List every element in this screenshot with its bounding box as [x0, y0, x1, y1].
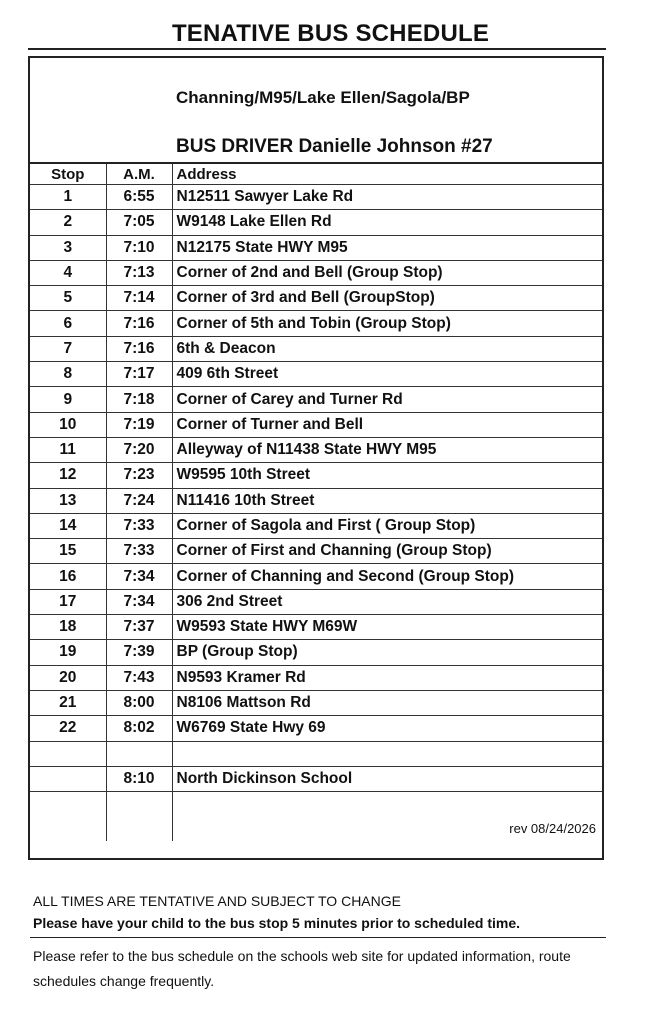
arrival-instruction: Please have your child to the bus stop 5 minutes prior to scheduled time.: [33, 915, 520, 931]
address-cell: [172, 792, 602, 817]
table-row: [30, 437, 602, 462]
driver-name: BUS DRIVER Danielle Johnson #27: [176, 136, 493, 157]
address-cell: N9593 Kramer Rd: [172, 665, 602, 690]
address-cell: Corner of 3rd and Bell (GroupStop): [172, 286, 602, 311]
stop-number-cell: 14: [30, 513, 106, 538]
table-row: [30, 716, 602, 741]
revision-date: rev 08/24/2026: [509, 821, 596, 837]
table-row: [30, 185, 602, 210]
pickup-time-cell: 7:05: [106, 210, 172, 235]
address-cell: 306 2nd Street: [172, 589, 602, 614]
pickup-time-cell: 6:55: [106, 185, 172, 210]
stop-number-cell: 3: [30, 235, 106, 260]
revision-blank-cell: [30, 816, 106, 840]
address-cell: N12175 State HWY M95: [172, 235, 602, 260]
address-cell: 6th & Deacon: [172, 336, 602, 361]
pickup-time-cell: 7:16: [106, 336, 172, 361]
address-cell: Corner of Channing and Second (Group Stop): [172, 564, 602, 589]
stop-number-cell: [30, 766, 106, 791]
schedule-table: [30, 164, 602, 841]
table-row: [30, 665, 602, 690]
stop-number-cell: 17: [30, 589, 106, 614]
pickup-time-cell: 7:37: [106, 615, 172, 640]
address-cell: W6769 State Hwy 69: [172, 716, 602, 741]
table-row: [30, 792, 602, 817]
stop-number-cell: 8: [30, 362, 106, 387]
stop-number-cell: 16: [30, 564, 106, 589]
table-row: [30, 387, 602, 412]
pickup-time-cell: 8:10: [106, 766, 172, 791]
pickup-time-cell: 7:13: [106, 260, 172, 285]
address-cell: BP (Group Stop): [172, 640, 602, 665]
tentative-notice: ALL TIMES ARE TENTATIVE AND SUBJECT TO CHANGE: [33, 893, 401, 909]
table-row: [30, 336, 602, 361]
address-cell: N8106 Mattson Rd: [172, 690, 602, 715]
table-row: [30, 741, 602, 766]
stop-number-cell: 13: [30, 488, 106, 513]
pickup-time-cell: 7:10: [106, 235, 172, 260]
address-cell: W9148 Lake Ellen Rd: [172, 210, 602, 235]
stop-number-cell: 22: [30, 716, 106, 741]
table-row: [30, 235, 602, 260]
schedule-sheet: [28, 56, 604, 860]
website-reference-note: Please refer to the bus schedule on the schools web site for updated information, route schedules change frequently.: [33, 948, 571, 989]
stop-number-cell: 19: [30, 640, 106, 665]
table-row: [30, 513, 602, 538]
table-row: [30, 766, 602, 791]
table-row: [30, 564, 602, 589]
table-row: [30, 210, 602, 235]
pickup-time-cell: [106, 792, 172, 817]
pickup-time-cell: 7:16: [106, 311, 172, 336]
pickup-time-cell: 7:39: [106, 640, 172, 665]
address-cell: Corner of First and Channing (Group Stop): [172, 539, 602, 564]
pickup-time-cell: 7:34: [106, 589, 172, 614]
address-cell: N11416 10th Street: [172, 488, 602, 513]
pickup-time-cell: 7:34: [106, 564, 172, 589]
stop-number-cell: 18: [30, 615, 106, 640]
address-cell: North Dickinson School: [172, 766, 602, 791]
table-row: [30, 260, 602, 285]
address-cell: [172, 741, 602, 766]
stop-number-cell: 15: [30, 539, 106, 564]
address-cell: W9595 10th Street: [172, 463, 602, 488]
pickup-time-cell: 7:43: [106, 665, 172, 690]
page-title: TENATIVE BUS SCHEDULE: [171, 20, 490, 47]
table-row: [30, 463, 602, 488]
address-cell: Corner of 5th and Tobin (Group Stop): [172, 311, 602, 336]
address-cell: 409 6th Street: [172, 362, 602, 387]
stop-number-cell: 4: [30, 260, 106, 285]
stop-number-cell: 2: [30, 210, 106, 235]
stop-number-cell: 12: [30, 463, 106, 488]
stop-number-cell: 5: [30, 286, 106, 311]
table-row: [30, 640, 602, 665]
pickup-time-cell: [106, 741, 172, 766]
title-divider: [28, 48, 606, 50]
revision-blank-cell: [106, 816, 172, 840]
column-header-stop: Stop: [30, 164, 106, 185]
column-header-address: Address: [172, 164, 602, 185]
address-cell: Corner of Sagola and First ( Group Stop): [172, 513, 602, 538]
stop-number-cell: 7: [30, 336, 106, 361]
pickup-time-cell: 7:18: [106, 387, 172, 412]
stop-number-cell: 11: [30, 437, 106, 462]
stop-number-cell: [30, 741, 106, 766]
pickup-time-cell: 7:23: [106, 463, 172, 488]
stop-number-cell: 10: [30, 412, 106, 437]
table-row: [30, 539, 602, 564]
notes-divider: [30, 937, 606, 938]
table-row: [30, 362, 602, 387]
pickup-time-cell: 7:19: [106, 412, 172, 437]
route-name: Channing/M95/Lake Ellen/Sagola/BP: [176, 88, 470, 107]
pickup-time-cell: 7:17: [106, 362, 172, 387]
stop-number-cell: 20: [30, 665, 106, 690]
stop-number-cell: 6: [30, 311, 106, 336]
table-row: [30, 690, 602, 715]
address-cell: Corner of 2nd and Bell (Group Stop): [172, 260, 602, 285]
revision-row: [30, 816, 602, 840]
table-row: [30, 589, 602, 614]
table-row: [30, 615, 602, 640]
pickup-time-cell: 8:02: [106, 716, 172, 741]
pickup-time-cell: 7:33: [106, 513, 172, 538]
address-cell: Alleyway of N11438 State HWY M95: [172, 437, 602, 462]
address-cell: N12511 Sawyer Lake Rd: [172, 185, 602, 210]
pickup-time-cell: 7:33: [106, 539, 172, 564]
table-row: [30, 286, 602, 311]
table-row: [30, 488, 602, 513]
stop-number-cell: [30, 792, 106, 817]
address-cell: W9593 State HWY M69W: [172, 615, 602, 640]
table-row: [30, 412, 602, 437]
pickup-time-cell: 7:20: [106, 437, 172, 462]
pickup-time-cell: 7:24: [106, 488, 172, 513]
pickup-time-cell: 7:14: [106, 286, 172, 311]
stop-number-cell: 1: [30, 185, 106, 210]
stop-number-cell: 9: [30, 387, 106, 412]
stop-number-cell: 21: [30, 690, 106, 715]
column-header-time: A.M.: [106, 164, 172, 185]
address-cell: Corner of Carey and Turner Rd: [172, 387, 602, 412]
table-row: [30, 311, 602, 336]
table-header-row: [30, 164, 602, 185]
pickup-time-cell: 8:00: [106, 690, 172, 715]
address-cell: Corner of Turner and Bell: [172, 412, 602, 437]
